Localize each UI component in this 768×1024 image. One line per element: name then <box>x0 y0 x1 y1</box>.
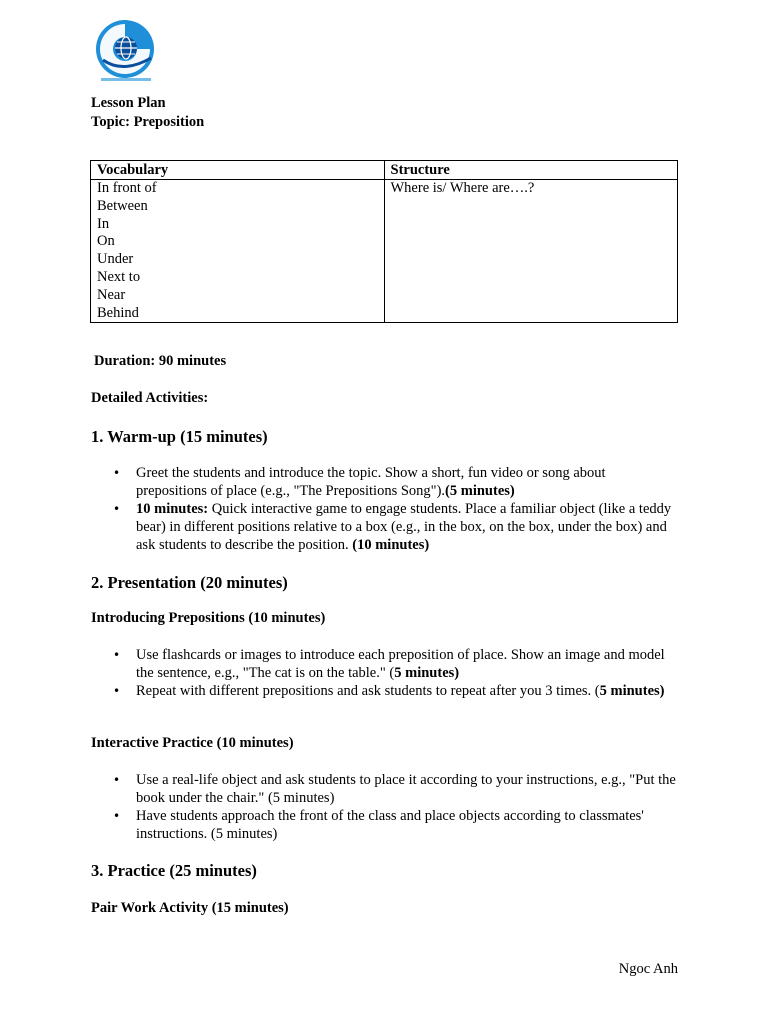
list-item: • Greet the students and introduce the topic. Show a short, fun video or song about prepositions of place (e.g., "The Prepositions Song").(5 minutes) <box>91 464 678 500</box>
footer-author: Ngoc Anh <box>618 961 678 977</box>
warmup-list <box>91 464 678 554</box>
list-item: • 10 minutes: Quick interactive game to engage students. Place a familiar object (like a teddy bear) in different positions relative to a box (e.g., in the box, on the box, under the box) and ask students to describe the position. (10 minutes) <box>91 500 678 554</box>
vocab-item: Behind <box>97 304 139 321</box>
vocab-item: In front of <box>97 180 157 196</box>
section-practice-title: 3. Practice (25 minutes) <box>91 861 257 880</box>
structure-header: Structure <box>384 161 678 180</box>
vocab-item: On <box>97 233 115 250</box>
list-item: • Have students approach the front of the class and place objects according to classmates' instructions. (5 minutes) <box>91 807 678 843</box>
list-item: • Repeat with different prepositions and ask students to repeat after you 3 times. (5 minutes) <box>91 682 678 700</box>
vocabulary-table <box>90 160 678 323</box>
detailed-activities-label: Detailed Activities: <box>91 390 209 406</box>
topic-title: Topic: Preposition <box>91 114 205 130</box>
subsection-introducing: Introducing Prepositions (10 minutes) <box>91 610 326 626</box>
subsection-pair-work: Pair Work Activity (15 minutes) <box>91 900 289 916</box>
list-item: • Use a real-life object and ask students to place it according to your instructions, e.g., "Put the book under the chair." (5 minutes) <box>91 771 678 807</box>
vocab-item: Near <box>97 286 126 303</box>
title-block <box>91 94 204 132</box>
vocab-item: Under <box>97 251 134 268</box>
interactive-list <box>91 771 678 843</box>
vocab-item: Between <box>97 197 148 214</box>
globe-logo-icon <box>93 20 159 84</box>
structure-text: Where is/ Where are….? <box>390 180 535 196</box>
list-item: • Use flashcards or images to introduce each preposition of place. Show an image and model the sentence, e.g., "The cat is on the table." (5 minutes) <box>91 646 678 682</box>
vocab-header: Vocabulary <box>91 161 385 180</box>
introducing-list <box>91 646 678 700</box>
structure-cell <box>384 180 678 323</box>
duration-label: Duration: 90 minutes <box>94 353 227 369</box>
vocab-cell <box>91 180 385 323</box>
doc-title: Lesson Plan <box>91 95 166 111</box>
section-presentation-title: 2. Presentation (20 minutes) <box>91 573 288 592</box>
vocab-item: Next to <box>97 268 141 285</box>
section-warmup-title: 1. Warm-up (15 minutes) <box>91 427 268 446</box>
vocab-item: In <box>97 215 110 232</box>
subsection-interactive: Interactive Practice (10 minutes) <box>91 735 294 751</box>
